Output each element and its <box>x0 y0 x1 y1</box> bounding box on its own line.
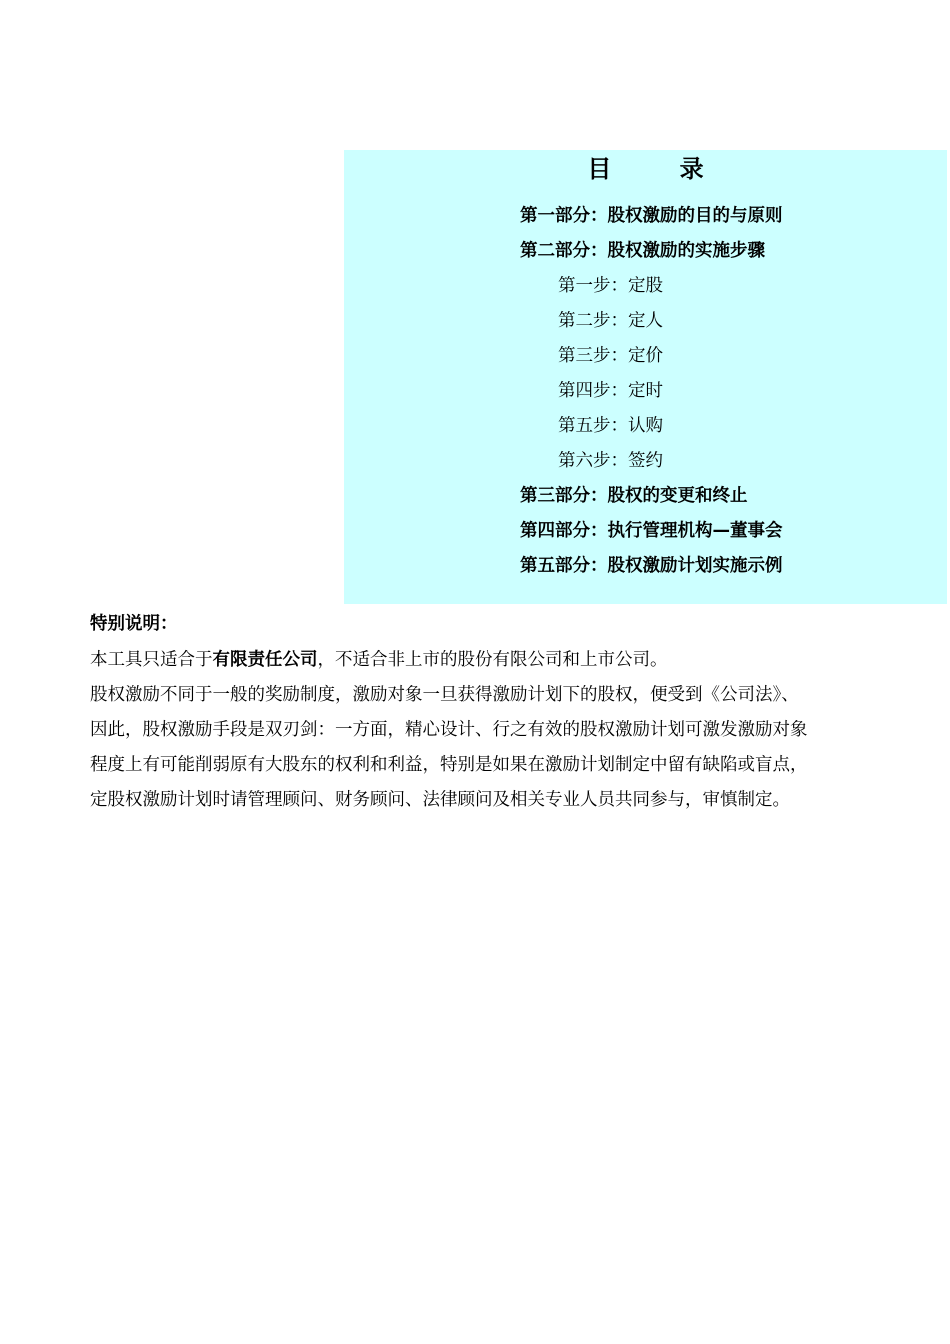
notes-line-1 <box>90 648 668 672</box>
table-of-contents-panel <box>344 150 947 604</box>
toc-item-step-2[interactable]: 第二步：定人 <box>558 311 663 331</box>
notes-heading: 特别说明： <box>90 614 178 634</box>
notes-line-2: 股权激励不同于一般的奖励制度，激励对象一旦获得激励计划下的股权，便受到《公司法》、 <box>90 685 799 705</box>
toc-item-part-2[interactable]: 第二部分：股权激励的实施步骤 <box>520 241 765 261</box>
toc-item-step-1[interactable]: 第一步：定股 <box>558 276 663 296</box>
toc-item-step-4[interactable]: 第四步：定时 <box>558 381 663 401</box>
toc-item-step-6[interactable]: 第六步：签约 <box>558 451 663 471</box>
special-notes-section <box>90 612 862 822</box>
notes-line-1-bold: 有限责任公司 <box>212 650 318 670</box>
notes-line-3: 因此，股权激励手段是双刃剑：一方面，精心设计、行之有效的股权激励计划可激发激励对象 <box>90 720 808 740</box>
notes-line-5: 定股权激励计划时请管理顾问、财务顾问、法律顾问及相关专业人员共同参与，审慎制定。 <box>90 790 790 810</box>
toc-item-step-3[interactable]: 第三步：定价 <box>558 346 663 366</box>
toc-item-part-1[interactable]: 第一部分：股权激励的目的与原则 <box>520 206 783 226</box>
toc-item-part-5[interactable]: 第五部分：股权激励计划实施示例 <box>520 556 783 576</box>
toc-item-step-5[interactable]: 第五步：认购 <box>558 416 663 436</box>
toc-item-part-4[interactable]: 第四部分：执行管理机构—董事会 <box>520 521 783 541</box>
notes-line-1-after: ，不适合非上市的股份有限公司和上市公司。 <box>317 650 668 670</box>
notes-line-4: 程度上有可能削弱原有大股东的权利和利益，特别是如果在激励计划制定中留有缺陷或盲点， <box>90 755 808 775</box>
toc-item-part-3[interactable]: 第三部分：股权的变更和终止 <box>520 486 748 506</box>
toc-title: 目 录 <box>587 155 734 183</box>
notes-line-1-before: 本工具只适合于 <box>90 650 213 670</box>
